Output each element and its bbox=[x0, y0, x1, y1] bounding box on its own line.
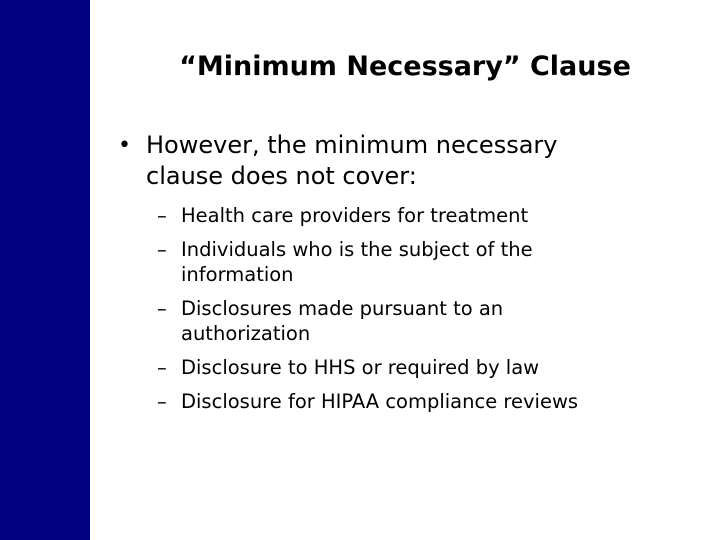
dash-icon: – bbox=[157, 390, 167, 413]
sub-bullet-item bbox=[115, 203, 715, 228]
side-accent-bar bbox=[0, 0, 90, 540]
sub-bullet-line-1: Health care providers for treatment bbox=[181, 204, 529, 227]
main-bullet-line-1: However, the minimum necessary bbox=[146, 131, 558, 159]
slide-content bbox=[115, 130, 715, 423]
sub-bullet-item bbox=[115, 355, 715, 380]
dash-icon: – bbox=[157, 297, 167, 320]
bullet-dot-icon: • bbox=[118, 133, 131, 158]
sub-bullet-line-1: Disclosure to HHS or required by law bbox=[181, 356, 540, 379]
dash-icon: – bbox=[157, 238, 167, 261]
dash-icon: – bbox=[157, 356, 167, 379]
main-bullet-line-2: clause does not cover: bbox=[146, 162, 417, 190]
sub-bullet-line-1: Individuals who is the subject of the bbox=[181, 238, 533, 261]
sub-bullet-item bbox=[115, 237, 715, 287]
sub-bullet-line-2: authorization bbox=[181, 322, 311, 345]
slide-title: “Minimum Necessary” Clause bbox=[179, 51, 631, 82]
main-bullet bbox=[115, 130, 715, 192]
sub-bullet-line-2: information bbox=[181, 263, 294, 286]
sub-bullet-line-1: Disclosure for HIPAA compliance reviews bbox=[181, 390, 579, 413]
sub-bullet-line-1: Disclosures made pursuant to an bbox=[181, 297, 504, 320]
sub-bullet-item bbox=[115, 296, 715, 346]
dash-icon: – bbox=[157, 204, 167, 227]
sub-bullet-item bbox=[115, 389, 715, 414]
sub-bullet-list bbox=[115, 203, 715, 414]
